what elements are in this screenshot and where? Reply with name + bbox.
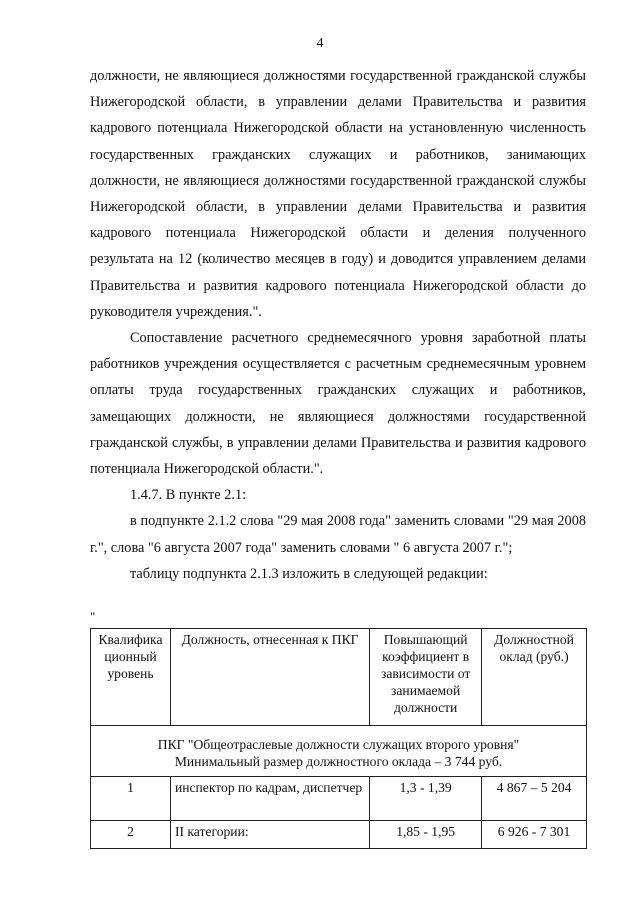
cell-salary: 4 867 – 5 204: [482, 777, 587, 821]
table-row: [91, 777, 587, 821]
table-row: [91, 821, 587, 849]
cell-position: инспектор по кадрам, диспетчер: [170, 777, 369, 821]
cell-level: 2: [91, 821, 171, 849]
header-qualification-level: Квалифика ционный уровень: [91, 629, 171, 726]
header-position: Должность, отнесенная к ПКГ: [170, 629, 369, 726]
page-number: 4: [316, 36, 324, 51]
header-coefficient: Повышающий коэффициент в зависимости от занимаемой должности: [370, 629, 482, 726]
cell-salary: 6 926 - 7 301: [482, 821, 587, 849]
group-title: [91, 726, 587, 777]
cell-coefficient: 1,3 - 1,39: [370, 777, 482, 821]
table-group-row: [91, 726, 587, 777]
cell-coefficient: 1,85 - 1,95: [370, 821, 482, 849]
paragraph: должности, не являющиеся должностями государственной гражданской службы Нижегородской области, в управлении делами Правительства и развития кадрового потенциала Нижегородской области на установленную численность государственных гражданских служащих и работников, занимающих должности, не являющиеся должностями государственной гражданской службы Нижегородской области, в управлении делами Правительства и развития кадрового потенциала Нижегородской области и деления полученного результата на 12 (количество месяцев в году) и доводится управлением делами Правительства и развития кадрового потенциала Нижегородской области до руководителя учреждения.".: [90, 68, 586, 320]
paragraph: Сопоставление расчетного среднемесячного уровня заработной платы работников учреждения осуществляется с расчетным среднемесячным уровнем оплаты труда государственных гражданских служащих и работников, замещающих должности, не являющиеся должностями государственной гражданской службы, в управлении делами Правительства и развития кадрового потенциала Нижегородской области.".: [90, 330, 586, 478]
group-min-salary: Минимальный размер должностного оклада – 3 744 руб.: [174, 754, 503, 769]
body-text: [90, 63, 586, 587]
table-header-row: [91, 629, 587, 726]
cell-position: II категории:: [170, 821, 369, 849]
paragraph: в подпункте 2.1.2 слова "29 мая 2008 года" заменить словами "29 мая 2008 г.", слова "6 августа 2007 года" заменить словами " 6 августа 2007 г.";: [90, 513, 586, 556]
paragraph: 1.4.7. В пункте 2.1:: [130, 487, 247, 504]
cell-level: 1: [91, 777, 171, 821]
group-title-line: ПКГ "Общеотраслевые должности служащих второго уровня": [157, 737, 520, 752]
header-salary: Должностной оклад (руб.): [482, 629, 587, 726]
salary-table: [90, 628, 587, 849]
opening-quote-mark: ": [90, 609, 96, 624]
paragraph: таблицу подпункта 2.1.3 изложить в следующей редакции:: [130, 565, 488, 582]
